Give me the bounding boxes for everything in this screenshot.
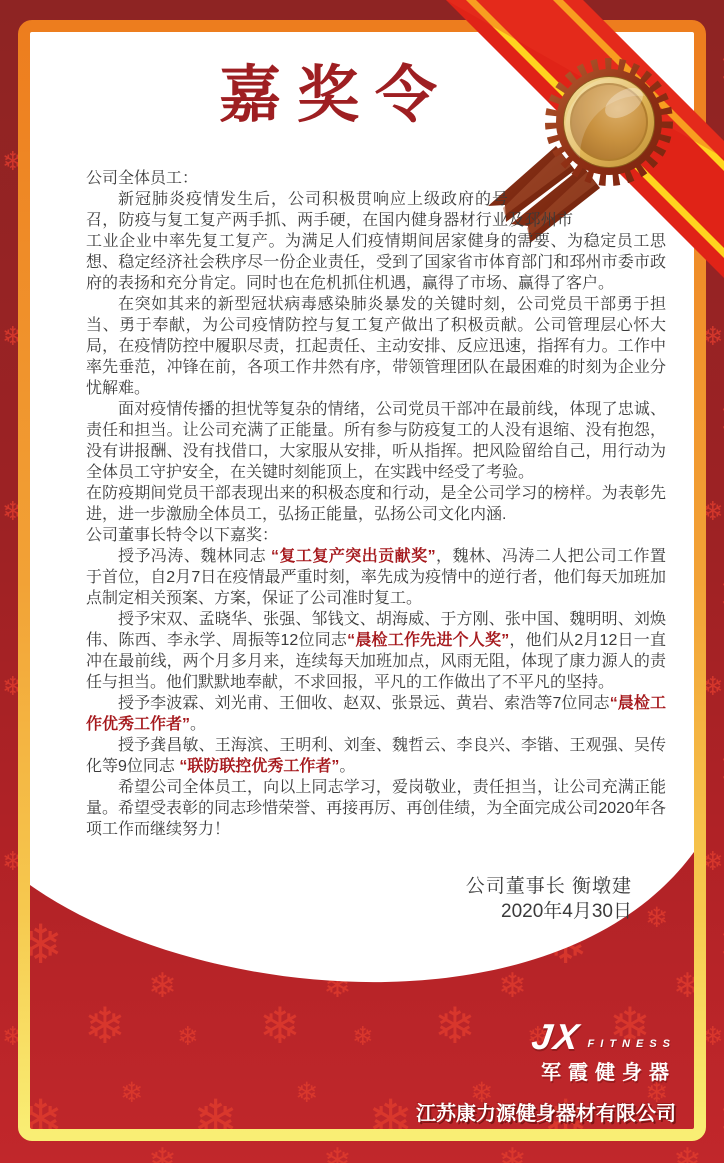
paragraph — [86, 735, 666, 777]
paragraph-text: ，魏林、冯涛二人把公司工作置于首位，自2月7日在疫情最严重时刻，率先成为疫情中的逆行者，他们每天加班加点制定相关预案、方案，保证了公司准时复工。 — [86, 548, 666, 607]
paragraph-text: 希望公司全体员工，向以上同志学习，爱岗敬业，责任担当，让公司充满正能量。希望受表彰的同志珍惜荣誉、再接再厉、再创佳绩，为全面完成公司2020年各项工作而继续努力！ — [86, 779, 666, 838]
greeting-line: 公司全体员工： — [86, 170, 199, 187]
signature-date: 2020年4月30日 — [501, 901, 632, 922]
award-name-text: “复工复产突出贡献奖” — [271, 548, 436, 565]
signer-line: 公司董事长 衡墩建 — [465, 876, 632, 897]
fitness-logo-text: FITNESS — [587, 1038, 676, 1050]
paragraph-text: 公司董事长特令以下嘉奖： — [86, 527, 279, 544]
paragraph-text: 。 — [190, 716, 207, 733]
paragraph — [86, 777, 666, 840]
paragraph-text: 授予冯涛、魏林同志 — [118, 548, 272, 565]
brand-name: 军霞健身器 — [541, 1062, 676, 1084]
award-name-text: “联防联控优秀工作者” — [179, 758, 340, 775]
brand-logo — [416, 1016, 676, 1057]
medal-text-wrap-spacer — [573, 210, 666, 231]
paragraph — [86, 399, 666, 483]
paragraph-text: 授予龚昌敏、王海滨、王明利、刘奎、魏哲云、李良兴、李锴、王观强、吴传化等9位同志 — [86, 737, 666, 775]
paragraph-text: 授予宋双、孟晓华、张强、邹钱文、胡海威、于方刚、张中国、魏明明、刘焕伟、陈西、李永学、周振等12位同志 — [86, 611, 666, 649]
award-name-text: “晨检工作优秀工作者” — [86, 695, 666, 733]
paragraph-text: 在突如其来的新型冠状病毒感染肺炎暴发的关键时刻，公司党员干部勇于担当、勇于奉献，为公司疫情防控与复工复产做出了积极贡献。公司管理层心怀大局，在疫情防控中履职尽责，扛起责任、主动安排、反应迅速，指挥有力。工作中率先垂范，冲锋在前，各项工作井然有序，带领管理团队在最困难的时刻为企业分忧解难。 — [86, 296, 666, 397]
paragraph-text: 。 — [339, 758, 356, 775]
document-title: 嘉奖令 — [218, 58, 453, 131]
jx-logo-text: JX — [528, 1016, 583, 1057]
document-body — [86, 168, 666, 840]
paragraph — [86, 294, 666, 399]
footer-brand-block — [416, 1016, 676, 1126]
paragraph-text: ，他们从2月12日一直冲在最前线，两个月多月来，连续每天加班加点，风雨无阻，体现了康力源人的责任与担当。他们默默地奉献，不求回报，平凡的工作做出了不平凡的坚持。 — [86, 632, 666, 691]
paragraph — [86, 693, 666, 735]
paragraph-text: 面对疫情传播的担忧等复杂的情绪，公司党员干部冲在最前线，体现了忠诚、责任和担当。让公司充满了正能量。所有参与防疫复工的人没有退缩、没有抱怨，没有讲报酬、没有找借口，大家服从安排，听从指挥。把风险留给自己，用行动为全体员工守护安全，在关键时刻能顶上，在实践中经受了考验。 — [86, 401, 666, 481]
award-name-text: “晨检工作先进个人奖” — [347, 632, 510, 649]
paragraph — [86, 525, 666, 546]
paragraph — [86, 609, 666, 693]
paragraph-text: 新冠肺炎疫情发生后，公司积极贯响应上级政府的号召，防疫与复工复产两手抓、两手硬，在国内健身器材行业及邳州市工业企业中率先复工复产。为满足人们疫情期间居家健身的需要、为稳定员工思想、稳定经济社会秩序尽一份企业责任，受到了国家省市体育部门和邳州市委市政府的表扬和充分肯定。同时也在危机抓住机遇，赢得了市场、赢得了客户。 — [86, 191, 666, 292]
paragraph-text: 授予李波霖、刘光甫、王佃收、赵双、张景远、黄岩、索浩等7位同志 — [118, 695, 610, 712]
paragraph-text: 在防疫期间党员干部表现出来的积极态度和行动，是全公司学习的榜样。为表彰先进，进一步激励全体员工，弘扬正能量，弘扬公司文化内涵. — [86, 485, 666, 523]
medal-text-wrap-spacer — [508, 168, 666, 210]
signature-block — [466, 874, 632, 924]
paragraph — [86, 483, 666, 525]
paragraph — [86, 546, 666, 609]
company-name: 江苏康力源健身器材有限公司 — [416, 1103, 676, 1125]
body-paragraphs — [86, 189, 666, 840]
